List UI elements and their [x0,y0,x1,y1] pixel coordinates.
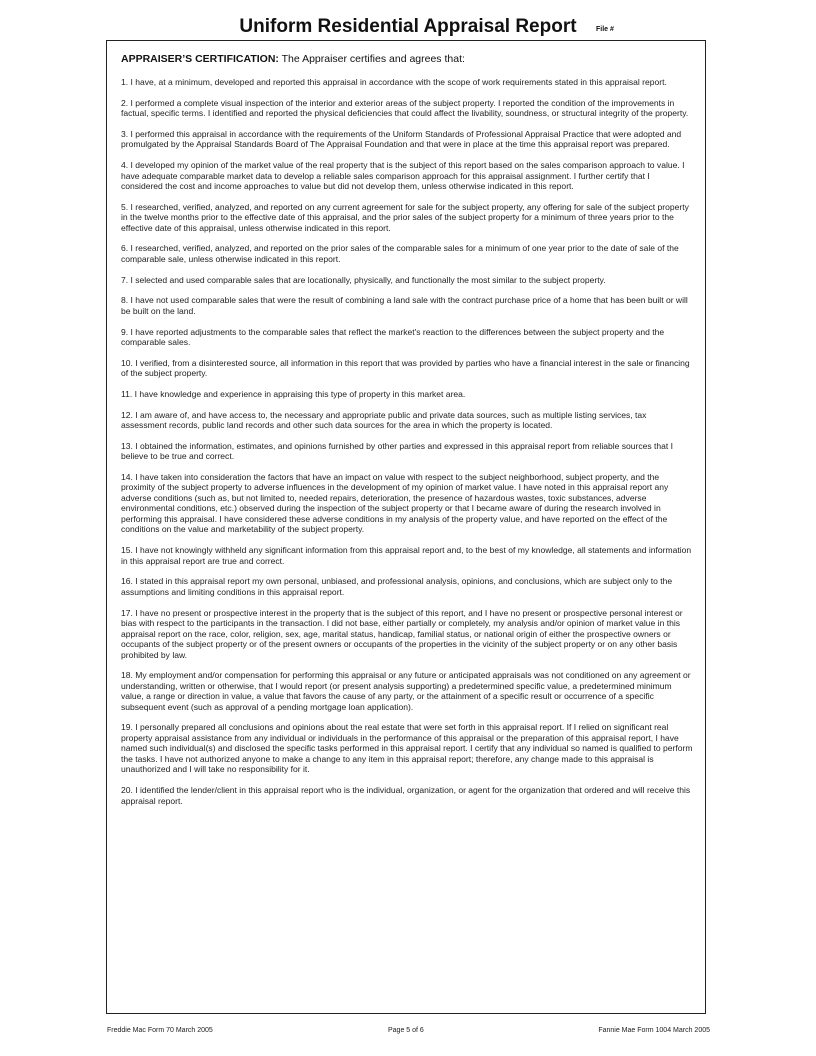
certification-item-14: 14. I have taken into consideration the factors that have an impact on value with respect to the subject neighborhood, subject property, and the proximity of the subject property to adverse influences in the development of my opinion of market value. I have noted in this appraisal report any adverse conditions (such as, but not limited to, needed repairs, deterioration, the presence of hazardous wastes, toxic substances, adverse environmental conditions, etc.) observed during the inspection of the subject property or that I became aware of during the research involved in performing this appraisal. I have considered these adverse conditions in my analysis of the property value, and have reported on the effect of the conditions on the value and marketability of the subject property. [121,471,669,535]
certification-item-2: 2. I performed a complete visual inspection of the interior and exterior areas of the subject property. I reported the condition of the improvements in factual, specific terms. I identified and reported the physical deficiencies that could affect the livability, soundness, or structural integrity of the property. [121,97,689,119]
certification-item-12: 12. I am aware of, and have access to, the necessary and appropriate public and private data sources, such as multiple listing services, tax assessment records, public land records and other such data sources for the area in which the property is located. [121,409,647,431]
certification-item-19: 19. I personally prepared all conclusions and opinions about the real estate that were set forth in this appraisal report. If I relied on significant real property appraisal assistance from any individual or individuals in the performance of this appraisal or the preparation of this appraisal report, I have named such individual(s) and disclosed the specific tasks performed in this appraisal report. I certify that any individual so named is qualified to perform the tasks. I have not authorized anyone to make a change to any item in this appraisal report; therefore, any change made to this appraisal is unauthorized and I will take no responsibility for it. [121,722,693,775]
certification-item-15: 15. I have not knowingly withheld any significant information from this appraisal report and, to the best of my knowledge, all statements and information in this appraisal report are true and correct. [121,545,692,566]
footer-freddie-mac-form: Freddie Mac Form 70 March 2005 [107,1027,213,1034]
certification-frame [106,40,706,1014]
certification-item-3: 3. I performed this appraisal in accordance with the requirements of the Uniform Standards of Professional Appraisal Practice that were adopted and promulgated by the Appraisal Standards Board of The Appraisal Foundation and that were in place at the time this appraisal report was prepared. [121,128,682,150]
footer-page-number: Page 5 of 6 [388,1027,424,1034]
certification-item-10: 10. I verified, from a disinterested source, all information in this report that was provided by parties who have a financial interest in the sale or financing of the subject property. [121,357,690,379]
certification-intro: The Appraiser certifies and agrees that: [281,53,465,65]
certification-item-1: 1. I have, at a minimum, developed and reported this appraisal in accordance with the scope of work requirements stated in this appraisal report. [121,77,667,87]
certification-heading-label: APPRAISER’S CERTIFICATION: [121,53,279,65]
page-title: Uniform Residential Appraisal Report [239,16,577,37]
certification-item-8: 8. I have not used comparable sales that were the result of combining a land sale with the contract purchase price of a home that has been built or will be built on the land. [121,295,688,316]
page-footer [0,1027,816,1039]
certification-item-13: 13. I obtained the information, estimates, and opinions furnished by other parties and expressed in this appraisal report from reliable sources that I believe to be true and correct. [121,440,674,462]
certification-item-6: 6. I researched, verified, analyzed, and reported on the prior sales of the comparable sales for a minimum of one year prior to the date of sale of the comparable sale, unless otherwise indicated in this report. [121,243,679,264]
footer-fannie-mae-form: Fannie Mae Form 1004 March 2005 [598,1027,710,1034]
certification-item-17: 17. I have no present or prospective interest in the property that is the subject of this report, and I have no present or prospective personal interest or bias with respect to the participants in the transaction. I did not base, either partially or completely, my analysis and/or opinion of market value in this appraisal report on the race, color, religion, sex, age, marital status, handicap, familial status, or national origin of either the prospective owners or occupants of the subject property or of the present owners or occupants of the properties in the vicinity of the subject property or on any other basis prohibited by law. [121,607,683,660]
certification-heading [121,53,693,65]
certification-item-11: 11. I have knowledge and experience in appraising this type of property in this market area. [121,388,466,399]
certification-item-20: 20. I identified the lender/client in this appraisal report who is the individual, organization, or agent for the organization that ordered and will receive this appraisal report. [121,785,691,806]
certification-item-18: 18. My employment and/or compensation for performing this appraisal or any future or anticipated appraisals was not conditioned on any agreement or understanding, written or otherwise, that I would report (or present analysis supporting) a predetermined specific value, a predetermined minimum value, a range or direction in value, a value that favors the cause of any party, or the attainment of a specific result or occurrence of a specific subsequent event (such as approval of a pending mortgage loan application). [121,670,691,712]
file-number-label: File # [596,26,614,33]
certification-item-16: 16. I stated in this appraisal report my own personal, unbiased, and professional analysis, opinions, and conclusions, which are subject only to the assumptions and limiting conditions in this appraisal report. [121,576,673,597]
certification-item-4: 4. I developed my opinion of the market value of the real property that is the subject of this report based on the sales comparison approach to value. I have adequate comparable market data to develop a reliable sales comparison approach for this appraisal assignment. I further certify that I considered the cost and income approaches to value but did not develop them, unless otherwise indicated in this report. [121,160,685,192]
certification-item-5: 5. I researched, verified, analyzed, and reported on any current agreement for sale for the subject property, any offering for sale of the subject property in the twelve months prior to the effective date of this appraisal, and the prior sales of the subject property for a minimum of three years prior to the effective date of this appraisal, unless otherwise indicated in this report. [121,201,689,233]
certification-item-7: 7. I selected and used comparable sales that are locationally, physically, and functionally the most similar to the subject property. [121,274,606,285]
certification-item-9: 9. I have reported adjustments to the comparable sales that reflect the market's reaction to the differences between the subject property and the comparable sales. [121,326,665,347]
